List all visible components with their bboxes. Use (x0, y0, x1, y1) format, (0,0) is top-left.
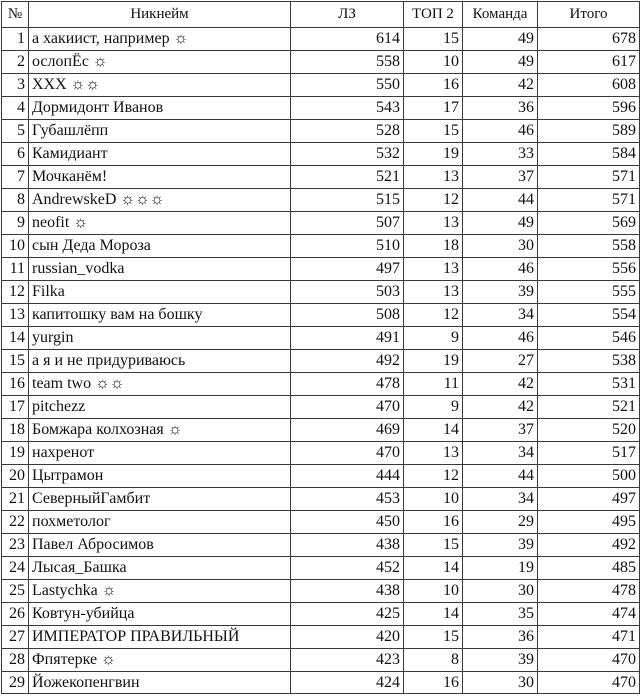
header-row (2, 2, 640, 28)
total-cell: 538 (538, 350, 640, 373)
total-cell: 500 (538, 465, 640, 488)
team-cell: 42 (463, 74, 538, 97)
rank-cell: 3 (2, 74, 29, 97)
rank-cell: 6 (2, 143, 29, 166)
rank-cell: 16 (2, 373, 29, 396)
top2-cell: 16 (404, 511, 463, 534)
lz-cell: 510 (291, 235, 404, 258)
lz-cell: 452 (291, 557, 404, 580)
team-cell: 34 (463, 488, 538, 511)
rank-cell: 14 (2, 327, 29, 350)
rank-cell: 7 (2, 166, 29, 189)
total-cell: 517 (538, 442, 640, 465)
nickname-cell: Lastychka ☼ (29, 580, 291, 603)
header-top2: ТОП 2 (404, 2, 463, 28)
total-cell: 558 (538, 235, 640, 258)
team-cell: 35 (463, 603, 538, 626)
top2-cell: 19 (404, 143, 463, 166)
total-cell: 678 (538, 28, 640, 51)
nickname-cell: yurgin (29, 327, 291, 350)
table-row (2, 304, 640, 327)
top2-cell: 13 (404, 281, 463, 304)
top2-cell: 14 (404, 557, 463, 580)
nickname-cell: Камидиант (29, 143, 291, 166)
top2-cell: 15 (404, 120, 463, 143)
total-cell: 556 (538, 258, 640, 281)
table-row (2, 235, 640, 258)
rank-cell: 24 (2, 557, 29, 580)
lz-cell: 515 (291, 189, 404, 212)
team-cell: 44 (463, 189, 538, 212)
table-row (2, 534, 640, 557)
top2-cell: 12 (404, 189, 463, 212)
team-cell: 44 (463, 465, 538, 488)
nickname-cell: капитошку вам на бошку (29, 304, 291, 327)
nickname-cell: russian_vodka (29, 258, 291, 281)
total-cell: 492 (538, 534, 640, 557)
table-row (2, 281, 640, 304)
lz-cell: 497 (291, 258, 404, 281)
rank-cell: 20 (2, 465, 29, 488)
rank-cell: 25 (2, 580, 29, 603)
lz-cell: 420 (291, 626, 404, 649)
top2-cell: 16 (404, 672, 463, 694)
header-lz: ЛЗ (291, 2, 404, 28)
total-cell: 596 (538, 97, 640, 120)
top2-cell: 9 (404, 396, 463, 419)
table-row (2, 51, 640, 74)
top2-cell: 9 (404, 327, 463, 350)
team-cell: 39 (463, 649, 538, 672)
table-header (2, 2, 640, 28)
rank-cell: 4 (2, 97, 29, 120)
table-row (2, 488, 640, 511)
nickname-cell: Filka (29, 281, 291, 304)
team-cell: 39 (463, 534, 538, 557)
table-row (2, 28, 640, 51)
table-row (2, 143, 640, 166)
nickname-cell: Лысая_Башка (29, 557, 291, 580)
top2-cell: 8 (404, 649, 463, 672)
table-row (2, 373, 640, 396)
lz-cell: 438 (291, 534, 404, 557)
team-cell: 49 (463, 51, 538, 74)
top2-cell: 10 (404, 51, 463, 74)
rank-cell: 19 (2, 442, 29, 465)
team-cell: 30 (463, 672, 538, 694)
nickname-cell: а хакиист, например ☼ (29, 28, 291, 51)
rank-cell: 27 (2, 626, 29, 649)
rank-cell: 12 (2, 281, 29, 304)
lz-cell: 491 (291, 327, 404, 350)
nickname-cell: neofit ☼ (29, 212, 291, 235)
nickname-cell: похметолог (29, 511, 291, 534)
table-row (2, 672, 640, 694)
nickname-cell: СеверныйГамбит (29, 488, 291, 511)
header-total: Итого (538, 2, 640, 28)
nickname-cell: ИМПЕРАТОР ПРАВИЛЬНЫЙ (29, 626, 291, 649)
top2-cell: 18 (404, 235, 463, 258)
lz-cell: 503 (291, 281, 404, 304)
table-row (2, 465, 640, 488)
top2-cell: 19 (404, 350, 463, 373)
header-rank: № (2, 2, 29, 28)
rank-cell: 26 (2, 603, 29, 626)
lz-cell: 543 (291, 97, 404, 120)
table-row (2, 511, 640, 534)
lz-cell: 444 (291, 465, 404, 488)
table-row (2, 258, 640, 281)
table-row (2, 327, 640, 350)
top2-cell: 10 (404, 580, 463, 603)
rank-cell: 22 (2, 511, 29, 534)
top2-cell: 14 (404, 419, 463, 442)
table-body (2, 28, 640, 694)
team-cell: 46 (463, 258, 538, 281)
top2-cell: 11 (404, 373, 463, 396)
top2-cell: 13 (404, 442, 463, 465)
rank-cell: 23 (2, 534, 29, 557)
total-cell: 470 (538, 649, 640, 672)
nickname-cell: Дормидонт Иванов (29, 97, 291, 120)
lz-cell: 470 (291, 442, 404, 465)
lz-cell: 492 (291, 350, 404, 373)
team-cell: 46 (463, 120, 538, 143)
team-cell: 36 (463, 97, 538, 120)
table-row (2, 350, 640, 373)
rank-cell: 28 (2, 649, 29, 672)
nickname-cell: pitchezz (29, 396, 291, 419)
lz-cell: 528 (291, 120, 404, 143)
lz-cell: 508 (291, 304, 404, 327)
total-cell: 485 (538, 557, 640, 580)
lz-cell: 424 (291, 672, 404, 694)
lz-cell: 453 (291, 488, 404, 511)
total-cell: 571 (538, 189, 640, 212)
table-row (2, 580, 640, 603)
lz-cell: 614 (291, 28, 404, 51)
total-cell: 520 (538, 419, 640, 442)
nickname-cell: Цытрамон (29, 465, 291, 488)
team-cell: 46 (463, 327, 538, 350)
total-cell: 478 (538, 580, 640, 603)
total-cell: 608 (538, 74, 640, 97)
nickname-cell: XXX ☼☼ (29, 74, 291, 97)
top2-cell: 12 (404, 465, 463, 488)
rank-cell: 15 (2, 350, 29, 373)
total-cell: 571 (538, 166, 640, 189)
table-row (2, 396, 640, 419)
team-cell: 49 (463, 28, 538, 51)
team-cell: 30 (463, 580, 538, 603)
total-cell: 546 (538, 327, 640, 350)
nickname-cell: нахренот (29, 442, 291, 465)
nickname-cell: Бомжара колхозная ☼ (29, 419, 291, 442)
leaderboard-table (1, 1, 640, 694)
nickname-cell: ослопЁс ☼ (29, 51, 291, 74)
table-row (2, 97, 640, 120)
nickname-cell: а я и не придуриваюсь (29, 350, 291, 373)
lz-cell: 470 (291, 396, 404, 419)
top2-cell: 13 (404, 212, 463, 235)
lz-cell: 558 (291, 51, 404, 74)
rank-cell: 21 (2, 488, 29, 511)
nickname-cell: сын Деда Мороза (29, 235, 291, 258)
total-cell: 555 (538, 281, 640, 304)
team-cell: 19 (463, 557, 538, 580)
lz-cell: 550 (291, 74, 404, 97)
rank-cell: 18 (2, 419, 29, 442)
team-cell: 39 (463, 281, 538, 304)
team-cell: 49 (463, 212, 538, 235)
nickname-cell: AndrewskeD ☼☼☼ (29, 189, 291, 212)
table-row (2, 419, 640, 442)
lz-cell: 469 (291, 419, 404, 442)
rank-cell: 10 (2, 235, 29, 258)
nickname-cell: Йожекопенгвин (29, 672, 291, 694)
total-cell: 470 (538, 672, 640, 694)
nickname-cell: Губашлёпп (29, 120, 291, 143)
rank-cell: 17 (2, 396, 29, 419)
table-row (2, 189, 640, 212)
rank-cell: 1 (2, 28, 29, 51)
top2-cell: 13 (404, 166, 463, 189)
total-cell: 471 (538, 626, 640, 649)
total-cell: 497 (538, 488, 640, 511)
team-cell: 27 (463, 350, 538, 373)
table-row (2, 212, 640, 235)
table-row (2, 649, 640, 672)
team-cell: 36 (463, 626, 538, 649)
team-cell: 29 (463, 511, 538, 534)
team-cell: 37 (463, 166, 538, 189)
nickname-cell: Павел Абросимов (29, 534, 291, 557)
top2-cell: 15 (404, 28, 463, 51)
team-cell: 37 (463, 419, 538, 442)
rank-cell: 5 (2, 120, 29, 143)
total-cell: 584 (538, 143, 640, 166)
table-row (2, 557, 640, 580)
nickname-cell: Фпятерке ☼ (29, 649, 291, 672)
lz-cell: 425 (291, 603, 404, 626)
rank-cell: 9 (2, 212, 29, 235)
nickname-cell: Мочканём! (29, 166, 291, 189)
total-cell: 521 (538, 396, 640, 419)
top2-cell: 13 (404, 258, 463, 281)
total-cell: 531 (538, 373, 640, 396)
top2-cell: 16 (404, 74, 463, 97)
lz-cell: 438 (291, 580, 404, 603)
header-team: Команда (463, 2, 538, 28)
header-nickname: Никнейм (29, 2, 291, 28)
total-cell: 617 (538, 51, 640, 74)
rank-cell: 13 (2, 304, 29, 327)
team-cell: 34 (463, 442, 538, 465)
table-row (2, 120, 640, 143)
team-cell: 34 (463, 304, 538, 327)
rank-cell: 2 (2, 51, 29, 74)
lz-cell: 450 (291, 511, 404, 534)
lz-cell: 423 (291, 649, 404, 672)
table-row (2, 603, 640, 626)
total-cell: 474 (538, 603, 640, 626)
lz-cell: 521 (291, 166, 404, 189)
top2-cell: 17 (404, 97, 463, 120)
total-cell: 554 (538, 304, 640, 327)
top2-cell: 14 (404, 603, 463, 626)
team-cell: 42 (463, 396, 538, 419)
total-cell: 589 (538, 120, 640, 143)
lz-cell: 532 (291, 143, 404, 166)
table-row (2, 166, 640, 189)
top2-cell: 10 (404, 488, 463, 511)
nickname-cell: Ковтун-убийца (29, 603, 291, 626)
team-cell: 33 (463, 143, 538, 166)
table-row (2, 442, 640, 465)
nickname-cell: team two ☼☼ (29, 373, 291, 396)
lz-cell: 507 (291, 212, 404, 235)
top2-cell: 15 (404, 534, 463, 557)
total-cell: 569 (538, 212, 640, 235)
rank-cell: 8 (2, 189, 29, 212)
lz-cell: 478 (291, 373, 404, 396)
top2-cell: 15 (404, 626, 463, 649)
team-cell: 30 (463, 235, 538, 258)
table-row (2, 626, 640, 649)
top2-cell: 12 (404, 304, 463, 327)
rank-cell: 29 (2, 672, 29, 694)
table-row (2, 74, 640, 97)
total-cell: 495 (538, 511, 640, 534)
team-cell: 42 (463, 373, 538, 396)
rank-cell: 11 (2, 258, 29, 281)
